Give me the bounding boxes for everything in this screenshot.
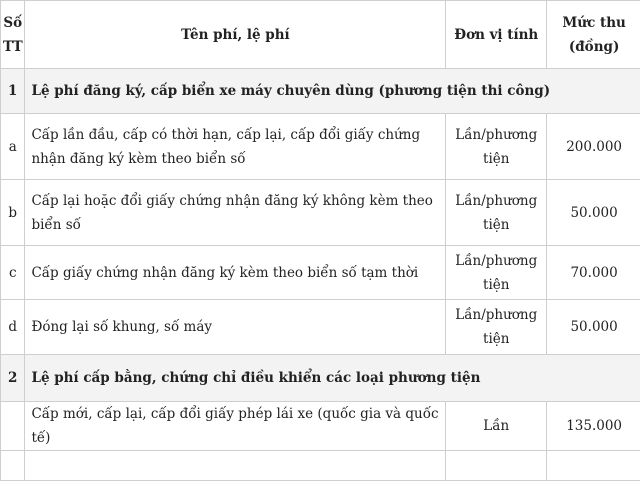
table-row xyxy=(1,402,640,451)
section-row xyxy=(1,355,640,402)
header-amount: Mức thu (đồng) xyxy=(547,1,640,69)
row-amount: 200.000 xyxy=(547,114,640,180)
row-letter: c xyxy=(1,246,25,300)
section-number: 1 xyxy=(1,69,25,114)
row-letter: a xyxy=(1,114,25,180)
row-amount: 50.000 xyxy=(547,300,640,355)
row-name: Cấp mới, cấp lại, cấp đổi giấy phép lái xe (quốc gia và quốc tế) xyxy=(25,402,446,451)
table-row xyxy=(1,300,640,355)
table-row xyxy=(1,114,640,180)
section-row xyxy=(1,69,640,114)
row-letter xyxy=(1,402,25,451)
row-name: Cấp lần đầu, cấp có thời hạn, cấp lại, cấp đổi giấy chứng nhận đăng ký kèm theo biển số xyxy=(25,114,446,180)
header-stt: Số TT xyxy=(1,1,25,69)
row-amount: 50.000 xyxy=(547,180,640,246)
section-number: 2 xyxy=(1,355,25,402)
row-amount: 135.000 xyxy=(547,402,640,451)
row-unit: Lần/phương tiện xyxy=(446,246,547,300)
row-name: Cấp lại hoặc đổi giấy chứng nhận đăng ký không kèm theo biển số xyxy=(25,180,446,246)
header-name: Tên phí, lệ phí xyxy=(25,1,446,69)
table-row xyxy=(1,180,640,246)
row-unit: Lần xyxy=(446,402,547,451)
row-unit: Lần/phương tiện xyxy=(446,300,547,355)
row-unit: Lần/phương tiện xyxy=(446,114,547,180)
table-row xyxy=(1,246,640,300)
header-unit: Đơn vị tính xyxy=(446,1,547,69)
section-title: Lệ phí cấp bằng, chứng chỉ điều khiển các loại phương tiện xyxy=(25,355,640,402)
row-letter: b xyxy=(1,180,25,246)
row-name: Đóng lại số khung, số máy xyxy=(25,300,446,355)
table-row xyxy=(1,451,640,481)
row-name: Cấp giấy chứng nhận đăng ký kèm theo biển số tạm thời xyxy=(25,246,446,300)
row-amount: 70.000 xyxy=(547,246,640,300)
row-unit: Lần/phương tiện xyxy=(446,180,547,246)
table-header-row xyxy=(1,1,640,69)
section-title: Lệ phí đăng ký, cấp biển xe máy chuyên dùng (phương tiện thi công) xyxy=(25,69,640,114)
row-letter: d xyxy=(1,300,25,355)
